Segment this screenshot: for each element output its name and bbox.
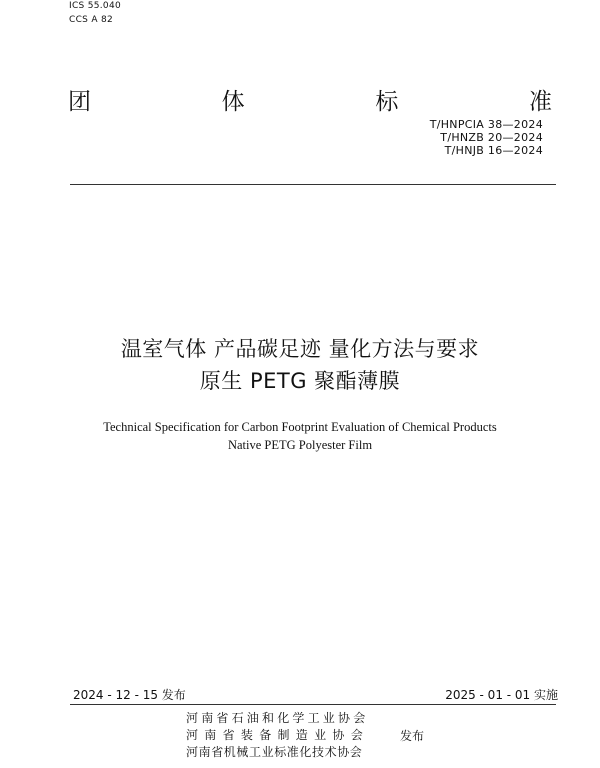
- standard-type-char: 体: [221, 89, 245, 115]
- issuer-name: 河南省机械工业标准化技术协会: [186, 745, 363, 759]
- implement-date: 2025 - 01 - 01 实施: [445, 688, 558, 702]
- standard-type-heading: [68, 88, 552, 116]
- bottom-divider: [70, 704, 556, 705]
- chinese-title-line-2: 原生 PETG 聚酯薄膜: [199, 369, 401, 393]
- ics-code: ICS 55.040: [69, 1, 122, 11]
- top-divider: [70, 184, 556, 185]
- standard-codes: [430, 118, 543, 157]
- standard-type-char: 准: [528, 89, 552, 115]
- standard-code: T/HNJB 16—2024: [444, 144, 543, 157]
- standard-code: T/HNPCIA 38—2024: [429, 118, 543, 131]
- standard-code: T/HNZB 20—2024: [440, 131, 543, 144]
- publish-date: 2024 - 12 - 15 发布: [73, 688, 186, 702]
- publish-label: 发布: [400, 729, 425, 743]
- english-title-line-2: Native PETG Polyester Film: [227, 438, 373, 452]
- standard-type-char: 团: [68, 89, 91, 115]
- issuing-organizations: [186, 710, 369, 761]
- ccs-code: CCS A 82: [69, 15, 114, 25]
- issuer-name: 河南省石油和化学工业协会: [186, 711, 369, 725]
- english-title-line-1: Technical Specification for Carbon Footprint Evaluation of Chemical Products: [103, 420, 497, 434]
- standard-type-char: 标: [375, 89, 399, 115]
- chinese-title-line-1: 温室气体 产品碳足迹 量化方法与要求: [120, 337, 480, 361]
- issuer-name: 河南省装备制造业协会: [186, 728, 370, 742]
